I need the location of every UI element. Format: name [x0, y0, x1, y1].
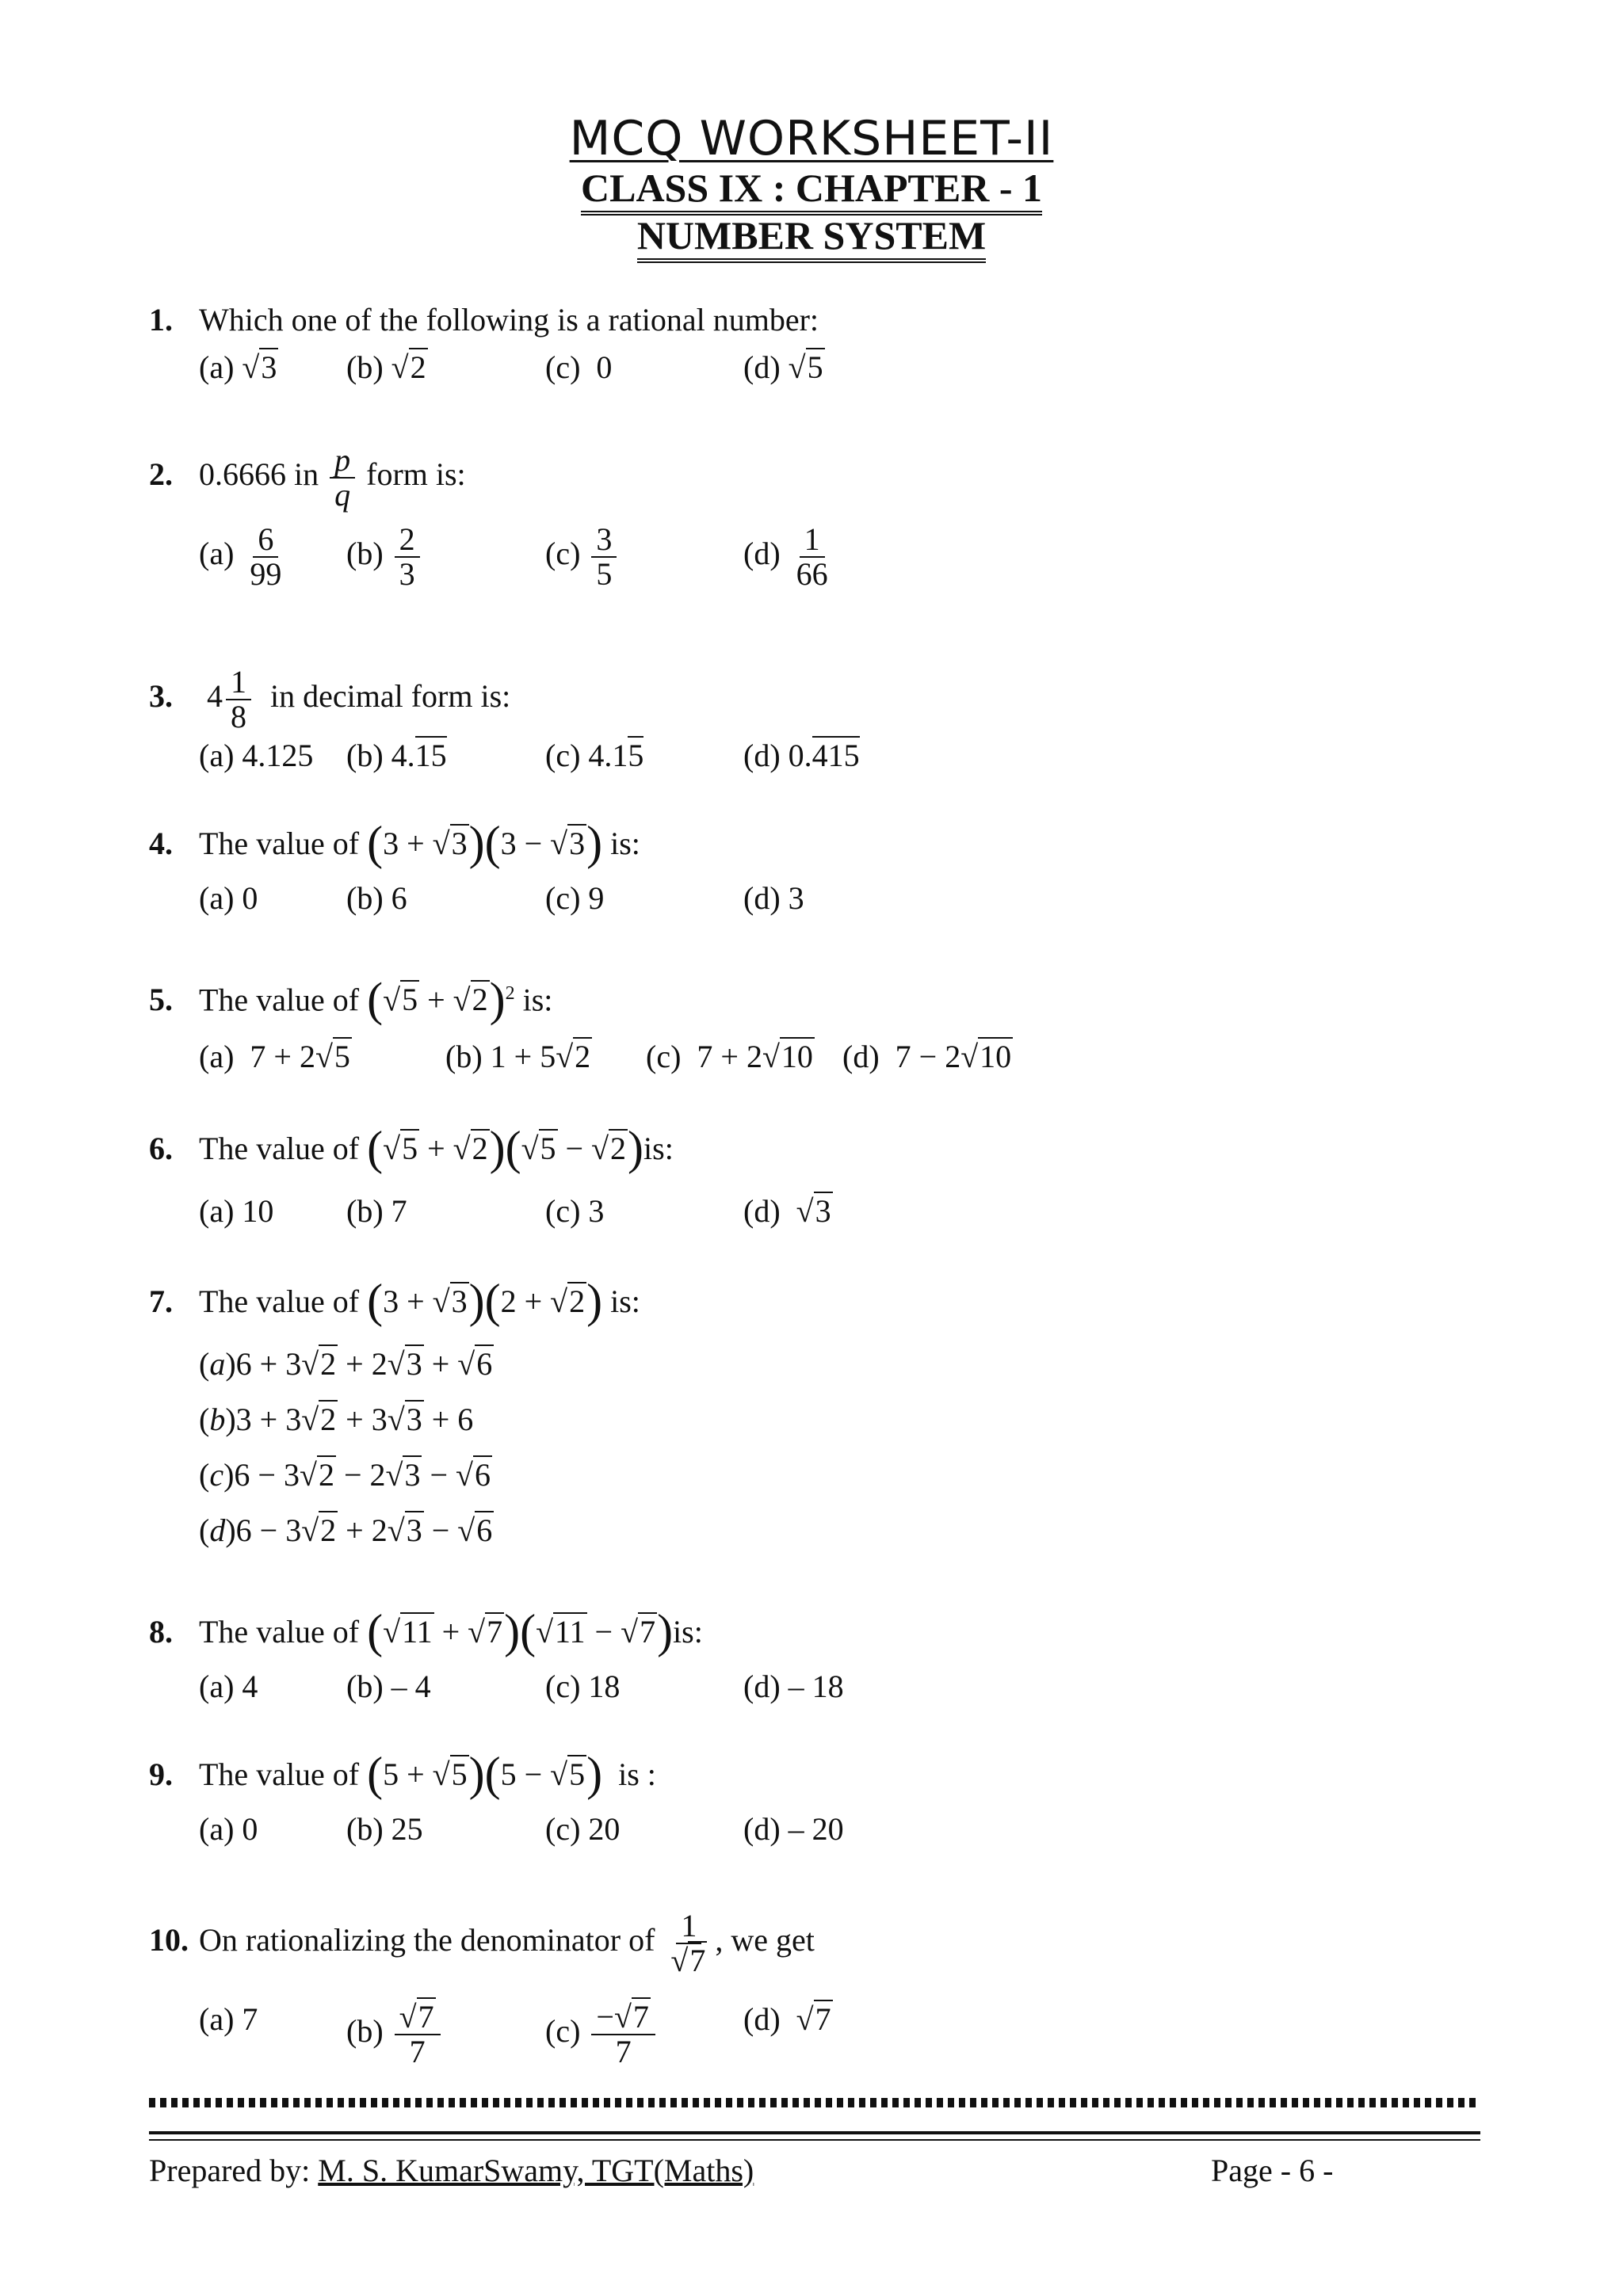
q4-option-b: (b) 6	[346, 880, 407, 916]
q2-option-d: (d) $\frac{1}{66}$	[743, 521, 828, 592]
question-8: 8. The value of (√11 + √7)(√11 − √7)is:	[149, 1605, 703, 1657]
q5-option-b: (b) 1 + 5√2	[445, 1039, 591, 1074]
question-7: 7. The value of (3 + √3)(2 + √2) is:	[149, 1275, 640, 1327]
worksheet-title: MCQ WORKSHEET-II	[569, 111, 1054, 166]
question-6: 6. The value of (√5 + √2)(√5 − √2)is:	[149, 1122, 674, 1174]
q10-option-c: (c) $\frac{-√7}{7}$	[545, 2000, 659, 2069]
q5-option-a: (a) 7 + 2√5	[199, 1039, 350, 1074]
q1-option-a: (a) √3	[199, 349, 277, 385]
q1-option-d: (d) √5	[743, 349, 823, 385]
q3-option-b: (b) 4.15	[346, 738, 447, 773]
q3-option-d: (d) 0.415	[743, 738, 860, 773]
q9-option-c: (c) 20	[545, 1811, 621, 1847]
q8-option-b: (b) – 4	[346, 1669, 431, 1704]
q10-option-d: (d) √7	[743, 2001, 831, 2037]
chapter-name-heading: NUMBER SYSTEM	[0, 212, 1623, 258]
q8-option-a: (a) 4	[199, 1669, 258, 1704]
dotted-divider	[149, 2098, 1480, 2107]
question-4: 4. The value of (3 + √3)(3 − √3) is:	[149, 817, 640, 869]
footer-prepared-by: Prepared by: M. S. KumarSwamy, TGT(Maths)	[149, 2153, 754, 2188]
question-5: 5. The value of $(√5 + √2)^2$ is:	[149, 973, 553, 1026]
q6-option-b: (b) 7	[346, 1193, 407, 1229]
q3-option-a: (a) 4.125	[199, 738, 314, 773]
class-chapter-heading: CLASS IX : CHAPTER - 1	[0, 165, 1623, 211]
q8-option-c: (c) 18	[545, 1669, 621, 1704]
q8-option-d: (d) – 18	[743, 1669, 844, 1704]
question-9: 9. The value of (5 + √5)(5 − √5) is :	[149, 1748, 656, 1800]
page-number: Page - 6 -	[1211, 2153, 1334, 2188]
question-2: 2. 0.6666 in $\frac{p}{q}$ form is:	[149, 442, 466, 513]
q6-option-a: (a) 10	[199, 1193, 274, 1229]
q5-option-d: (d) 7 − 2√10	[842, 1039, 1012, 1074]
q7-option-c: (c)6 − 3√2 − 2√3 − √6	[199, 1457, 491, 1493]
q7-option-d: (d)6 − 3√2 + 2√3 − √6	[199, 1512, 493, 1548]
question-3: 3. 4 $\frac{1}{8}$ in decimal form is:	[149, 664, 511, 734]
q10-option-b: (b) $\frac{√7}{7}$	[346, 2000, 444, 2069]
q3-option-c: (c) 4.15	[545, 738, 644, 773]
q9-option-a: (a) 0	[199, 1811, 258, 1847]
q2-option-a: (a) $\frac{6}{99}$	[199, 521, 282, 592]
q4-option-a: (a) 0	[199, 880, 258, 916]
q7-option-b: (b)3 + 3√2 + 3√3 + 6	[199, 1402, 474, 1437]
question-1: 1. Which one of the following is a rational number:	[149, 302, 819, 338]
footer-rule	[149, 2131, 1480, 2134]
q2-option-c: (c) $\frac{3}{5}$	[545, 523, 620, 591]
q10-option-a: (a) 7	[199, 2001, 258, 2037]
q4-option-c: (c) 9	[545, 880, 605, 916]
footer-author: M. S. KumarSwamy, TGT(Maths)	[318, 2153, 754, 2188]
q7-option-a: (a)6 + 3√2 + 2√3 + √6	[199, 1346, 493, 1382]
q6-option-d: (d) √3	[743, 1193, 831, 1229]
q2-option-b: (b) $\frac{2}{3}$	[346, 523, 423, 591]
q5-option-c: (c) 7 + 2√10	[646, 1039, 813, 1074]
q1-option-c: (c) 0	[545, 349, 613, 385]
q4-option-d: (d) 3	[743, 880, 804, 916]
q6-option-c: (c) 3	[545, 1193, 605, 1229]
q9-option-d: (d) – 20	[743, 1811, 844, 1847]
q1-option-b: (b) √2	[346, 349, 426, 385]
q9-option-b: (b) 25	[346, 1811, 423, 1847]
footer-rule-thin	[149, 2139, 1480, 2141]
question-10: 10. On rationalizing the denominator of $\frac{1}{√7}$ , we get	[149, 1908, 815, 1978]
